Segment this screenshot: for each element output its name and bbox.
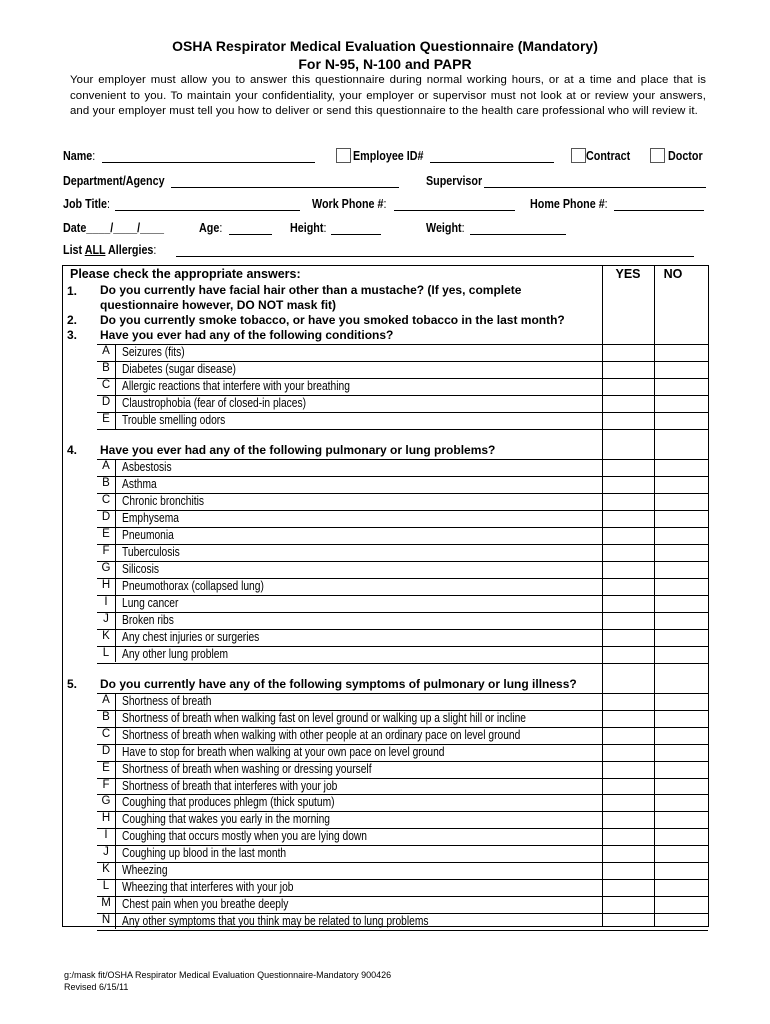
supervisor-label: Supervisor — [426, 174, 483, 188]
q5-symptoms-list — [63, 693, 708, 929]
item-letter: A — [102, 345, 110, 357]
q2-number: 2. — [67, 313, 78, 327]
item-letter: J — [103, 613, 109, 625]
table-row[interactable] — [63, 845, 708, 862]
row-divider — [97, 612, 708, 613]
item-letter: F — [102, 778, 110, 791]
table-row[interactable] — [63, 578, 708, 595]
row-divider — [97, 663, 708, 664]
table-row[interactable] — [63, 761, 708, 778]
table-instructions: Please check the appropriate answers: — [70, 267, 301, 281]
row-divider — [97, 544, 708, 545]
table-row[interactable] — [63, 778, 708, 795]
table-row[interactable] — [63, 561, 708, 578]
home-phone-field[interactable] — [614, 210, 704, 211]
table-row[interactable] — [63, 595, 708, 612]
item-text: Pneumothorax (collapsed lung) — [122, 579, 264, 593]
item-letter: B — [102, 477, 110, 489]
weight-label: Weight: — [426, 221, 465, 235]
row-divider — [97, 459, 708, 460]
item-text: Allergic reactions that interfere with your breathing — [122, 379, 350, 393]
item-letter: K — [102, 863, 110, 875]
item-text: Trouble smelling odors — [122, 413, 226, 427]
job-title-field[interactable] — [115, 210, 300, 211]
work-phone-field[interactable] — [394, 210, 515, 211]
table-row[interactable] — [63, 862, 708, 879]
contract-checkbox[interactable] — [571, 148, 586, 163]
item-text: Any other symptoms that you think may be related to lung problems — [122, 913, 429, 928]
table-row[interactable] — [63, 412, 708, 429]
table-row[interactable] — [63, 710, 708, 727]
table-row[interactable] — [63, 794, 708, 811]
employee-id-label: Employee ID# — [353, 149, 424, 163]
employee-checkbox[interactable] — [336, 148, 351, 163]
item-letter: M — [101, 896, 111, 909]
item-text: Chronic bronchitis — [122, 494, 205, 508]
item-letter: D — [101, 511, 111, 523]
item-text: Pneumonia — [122, 528, 174, 542]
table-row[interactable] — [63, 395, 708, 412]
employee-id-field[interactable] — [430, 162, 554, 163]
item-text: Any chest injuries or surgeries — [122, 630, 260, 644]
item-letter: C — [101, 494, 111, 506]
item-letter: H — [101, 579, 111, 591]
contract-label: Contract — [586, 149, 631, 163]
table-row[interactable] — [63, 544, 708, 561]
q3-number: 3. — [67, 328, 78, 342]
row-divider — [97, 344, 708, 345]
doctor-label: Doctor — [668, 149, 703, 163]
row-divider — [97, 862, 708, 863]
row-divider — [97, 510, 708, 511]
table-row[interactable] — [63, 693, 708, 710]
work-phone-label: Work Phone #: — [312, 197, 387, 211]
yes-header: YES — [615, 267, 641, 281]
job-title-label: Job Title: — [63, 197, 111, 211]
item-letter: I — [104, 596, 108, 608]
item-letter: G — [101, 562, 111, 574]
q4-number: 4. — [67, 443, 78, 457]
table-row[interactable] — [63, 476, 708, 493]
table-row[interactable] — [63, 646, 708, 663]
supervisor-field[interactable] — [484, 187, 706, 188]
height-label: Height: — [290, 221, 327, 235]
name-field[interactable] — [102, 162, 315, 163]
item-letter: B — [102, 710, 110, 723]
item-text: Have to stop for breath when walking at your own pace on level ground — [122, 744, 445, 759]
allergies-field[interactable] — [176, 256, 694, 257]
item-text: Coughing that occurs mostly when you are lying down — [122, 829, 368, 844]
item-letter: I — [104, 829, 108, 842]
item-text: Asbestosis — [122, 460, 172, 474]
item-text: Seizures (fits) — [122, 345, 185, 359]
item-text: Shortness of breath when walking fast on level ground or walking up a slight hill or incline — [122, 710, 526, 725]
item-text: Chest pain when you breathe deeply — [122, 896, 289, 911]
item-letter: K — [102, 630, 110, 642]
q1-number: 1. — [67, 284, 78, 298]
item-text: Shortness of breath when walking with other people at an ordinary pace on level ground — [122, 727, 521, 742]
item-text: Any other lung problem — [122, 647, 228, 661]
item-letter: A — [102, 460, 110, 472]
q4-lung-problems-list — [63, 459, 708, 662]
item-letter: H — [101, 812, 111, 825]
item-letter: D — [101, 744, 111, 757]
row-divider — [97, 429, 708, 430]
item-letter: E — [102, 413, 110, 425]
allergies-label: List ALL Allergies: — [63, 243, 157, 257]
item-text: Asthma — [122, 477, 157, 491]
item-letter: E — [102, 761, 110, 774]
name-label: Name: — [63, 149, 96, 163]
item-letter: L — [102, 647, 110, 659]
table-row[interactable] — [63, 510, 708, 527]
item-letter: C — [101, 379, 111, 391]
item-letter: G — [101, 795, 111, 808]
table-row[interactable] — [63, 527, 708, 544]
row-divider — [97, 527, 708, 528]
footer — [64, 970, 391, 993]
q4-text: Have you ever had any of the following pulmonary or lung problems? — [100, 443, 496, 457]
age-field[interactable] — [229, 234, 272, 235]
item-text: Wheezing — [122, 863, 168, 877]
date-field[interactable]: Date____/____/____ — [63, 221, 165, 235]
table-row[interactable] — [63, 744, 708, 761]
item-text: Emphysema — [122, 511, 179, 525]
form-title: OSHA Respirator Medical Evaluation Questionnaire (Mandatory) — [172, 38, 598, 54]
q3-text: Have you ever had any of the following conditions? — [100, 328, 394, 342]
item-letter: J — [103, 846, 109, 859]
item-text: Shortness of breath when washing or dressing yourself — [122, 761, 372, 776]
row-divider — [97, 561, 708, 562]
item-letter: A — [102, 694, 110, 706]
table-row[interactable] — [63, 361, 708, 378]
row-divider — [97, 930, 708, 931]
department-field[interactable] — [171, 187, 399, 188]
q1-text: Do you currently have facial hair other than a mustache? (If yes, complete questionnaire however, DO NOT mask fit) — [100, 283, 522, 312]
item-text: Shortness of breath — [122, 694, 212, 708]
q2-text: Do you currently smoke tobacco, or have you smoked tobacco in the last month? — [100, 313, 565, 327]
item-text: Tuberculosis — [122, 545, 180, 559]
questionnaire-table — [62, 265, 709, 927]
item-text: Silicosis — [122, 562, 160, 576]
table-row[interactable] — [63, 629, 708, 646]
item-text: Claustrophobia (fear of closed-in places) — [122, 396, 307, 410]
weight-field[interactable] — [470, 234, 566, 235]
row-divider — [97, 476, 708, 477]
item-text: Wheezing that interferes with your job — [122, 879, 294, 894]
table-row[interactable] — [63, 612, 708, 629]
item-text: Broken ribs — [122, 613, 174, 627]
q3-conditions-list — [63, 344, 708, 429]
table-row[interactable] — [63, 879, 708, 896]
item-text: Shortness of breath that interferes with your job — [122, 778, 338, 793]
intro-paragraph: Your employer must allow you to answer this questionnaire during normal working hours, or at a time and place that is convenient to you. To maintain your confidentiality, your employer or supervisor must not look at or review your answers, and your employer must tell you how to deliver or send this questionnaire to the health care professional who will review it. — [70, 74, 706, 117]
table-row[interactable] — [63, 727, 708, 744]
footer-path: g:/mask fit/OSHA Respirator Medical Evaluation Questionnaire-Mandatory 900426 — [64, 970, 392, 980]
height-field[interactable] — [331, 234, 381, 235]
item-letter: C — [101, 727, 111, 740]
table-row[interactable] — [63, 828, 708, 845]
form-subtitle: For N-95, N-100 and PAPR — [298, 56, 472, 72]
q5-number: 5. — [67, 677, 78, 691]
item-letter: B — [102, 362, 110, 374]
age-label: Age: — [199, 221, 223, 235]
table-row[interactable] — [63, 459, 708, 476]
item-letter: E — [102, 528, 110, 540]
doctor-checkbox[interactable] — [650, 148, 665, 163]
home-phone-label: Home Phone #: — [530, 197, 608, 211]
department-label: Department/Agency — [63, 174, 165, 188]
item-text: Coughing up blood in the last month — [122, 846, 287, 861]
item-letter: N — [101, 913, 111, 926]
table-row[interactable] — [63, 493, 708, 510]
no-header: NO — [663, 267, 683, 281]
table-row[interactable] — [63, 378, 708, 395]
item-letter: L — [102, 879, 110, 892]
item-letter: D — [101, 396, 111, 408]
table-row[interactable] — [63, 344, 708, 361]
table-row[interactable] — [63, 896, 708, 913]
item-text: Coughing that wakes you early in the morning — [122, 812, 330, 827]
table-row[interactable] — [63, 913, 708, 930]
q5-text: Do you currently have any of the following symptoms of pulmonary or lung illness? — [100, 677, 577, 691]
item-letter: F — [102, 545, 110, 557]
item-text: Lung cancer — [122, 596, 179, 610]
table-row[interactable] — [63, 811, 708, 828]
footer-revised: Revised 6/15/11 — [64, 981, 129, 992]
row-divider — [97, 595, 708, 596]
item-text: Coughing that produces phlegm (thick sputum) — [122, 795, 335, 810]
item-text: Diabetes (sugar disease) — [122, 362, 236, 376]
